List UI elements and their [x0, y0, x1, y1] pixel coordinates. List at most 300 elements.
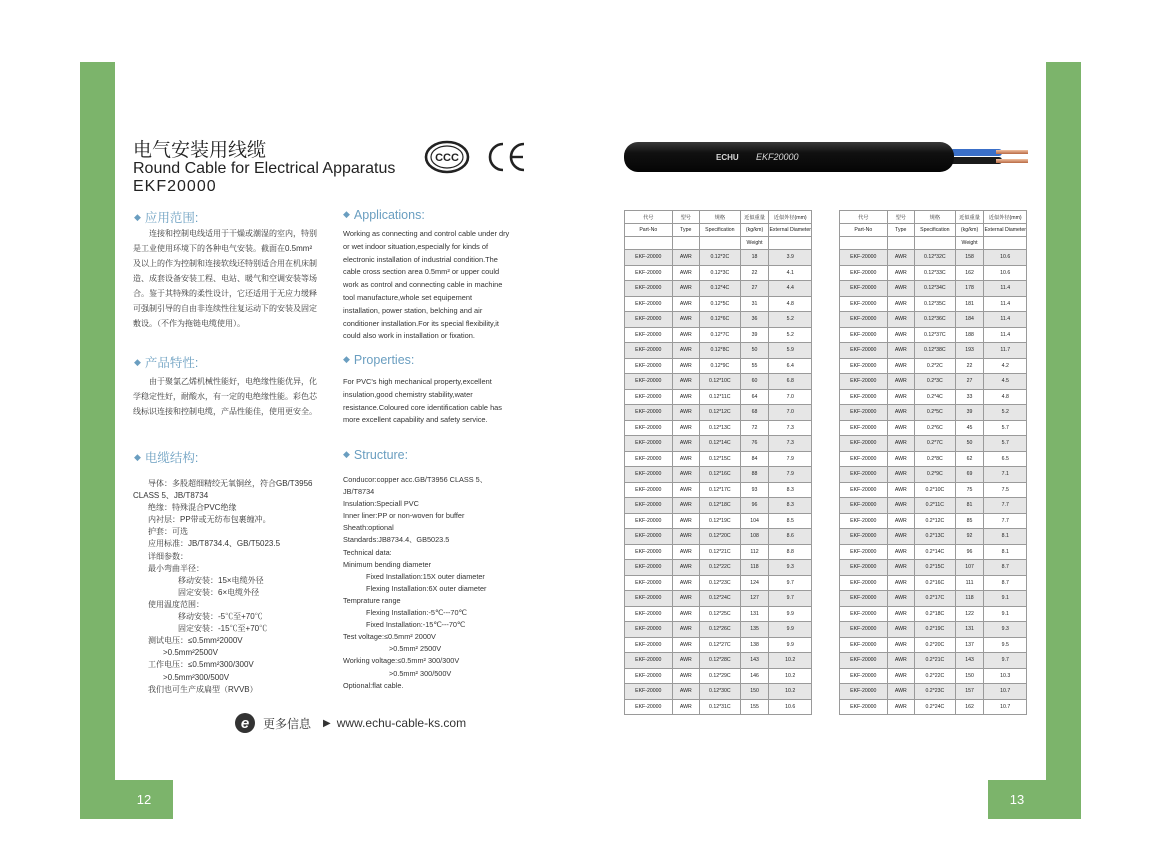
table-cell: 9.7 [984, 653, 1027, 669]
structure-line: >0.5mm²300/500V [163, 672, 230, 682]
table-cell: 0.12*24C [700, 591, 741, 607]
table-row [625, 482, 812, 498]
table-cell: 3.9 [769, 250, 812, 266]
certification-marks [424, 140, 528, 174]
table-cell: AWR [887, 544, 915, 560]
table-header-cell: 规格 [915, 211, 956, 224]
table-cell: 8.6 [769, 529, 812, 545]
table-cell: AWR [887, 312, 915, 328]
table-row [625, 544, 812, 560]
structure-line: Flexing Installation:6X outer diameter [366, 583, 487, 593]
table-cell: EKF-20000 [625, 653, 673, 669]
table-cell: 107 [955, 560, 984, 576]
right-green-bar [1046, 62, 1081, 819]
table-cell: EKF-20000 [625, 513, 673, 529]
table-cell: 0.12*8C [700, 343, 741, 359]
table-header-cell: 型号 [672, 211, 700, 224]
table-cell: 0.12*11C [700, 389, 741, 405]
table-cell: 11.4 [984, 296, 1027, 312]
table-cell: AWR [887, 374, 915, 390]
table-cell: 122 [955, 606, 984, 622]
table-cell: 9.3 [769, 560, 812, 576]
text-line: For PVC's high mechanical property,excellent [343, 377, 492, 386]
structure-line: Inner liner:PP or non-woven for buffer [343, 511, 465, 521]
table-row [840, 684, 1027, 700]
table-cell: AWR [672, 544, 700, 560]
table-cell: EKF-20000 [625, 358, 673, 374]
table-cell: 10.6 [769, 699, 812, 715]
table-cell: EKF-20000 [840, 358, 888, 374]
table-cell: 62 [955, 451, 984, 467]
table-cell: 27 [955, 374, 984, 390]
table-header-row [840, 237, 1027, 250]
table-cell: 0.12*17C [700, 482, 741, 498]
table-cell: 181 [955, 296, 984, 312]
table-cell: 39 [740, 327, 769, 343]
table-cell: AWR [887, 529, 915, 545]
table-cell: 27 [740, 281, 769, 297]
heading-structure-cn: ◆ 电缆结构: [134, 451, 199, 465]
table-cell: EKF-20000 [625, 498, 673, 514]
table-cell: AWR [672, 250, 700, 266]
table-header-cell: 近似重量 [740, 211, 769, 224]
table-cell: AWR [887, 327, 915, 343]
table-cell: 155 [740, 699, 769, 715]
table-cell: 162 [955, 265, 984, 281]
table-cell: 88 [740, 467, 769, 483]
table-cell: 10.3 [984, 668, 1027, 684]
table-cell: EKF-20000 [625, 436, 673, 452]
text-line: Working as connecting and control cable under dry [343, 229, 510, 238]
table-cell: 5.9 [769, 343, 812, 359]
table-cell: 0.12*22C [700, 560, 741, 576]
heading-properties-cn: ◆ 产品特性: [134, 356, 199, 370]
table-cell: 68 [740, 405, 769, 421]
table-cell: 150 [955, 668, 984, 684]
structure-line: Fixed Installation:-15℃---70℃ [366, 620, 466, 630]
table-cell: 50 [740, 343, 769, 359]
table-cell: 118 [955, 591, 984, 607]
table-cell: EKF-20000 [840, 436, 888, 452]
table-cell: 0.2*17C [915, 591, 956, 607]
structure-line: 我们也可生产成扁型（RVVB） [148, 684, 258, 694]
table-row [840, 451, 1027, 467]
table-cell: EKF-20000 [625, 668, 673, 684]
table-cell: EKF-20000 [625, 575, 673, 591]
table-cell: 93 [740, 482, 769, 498]
table-cell: AWR [887, 560, 915, 576]
table-cell: AWR [672, 560, 700, 576]
table-cell: 0.2*7C [915, 436, 956, 452]
table-cell: 9.1 [984, 591, 1027, 607]
structure-cn-text [133, 478, 333, 696]
table-cell: EKF-20000 [840, 606, 888, 622]
table-cell: 0.12*23C [700, 575, 741, 591]
structure-line: 绝缘：特殊混合PVC绝缘 [148, 503, 237, 513]
table-cell: 0.2*12C [915, 513, 956, 529]
text-line: resistance.Coloured core identification cable has [343, 402, 502, 412]
table-cell: EKF-20000 [625, 327, 673, 343]
table-cell: 0.2*4C [915, 389, 956, 405]
table-header-cell: 近似外径(mm) [984, 211, 1027, 224]
table-cell: 10.2 [769, 653, 812, 669]
table-cell: AWR [672, 296, 700, 312]
table-row [625, 498, 812, 514]
table-cell: 0.12*4C [700, 281, 741, 297]
table-row [840, 498, 1027, 514]
table-row [840, 637, 1027, 653]
table-cell: AWR [887, 513, 915, 529]
table-row [625, 250, 812, 266]
table-cell: AWR [887, 637, 915, 653]
table-row [840, 467, 1027, 483]
table-row [625, 622, 812, 638]
table-row [840, 358, 1027, 374]
cable-brand-text: ECHU [716, 153, 739, 162]
structure-line: JB/T8734 [343, 487, 375, 497]
table-row [840, 699, 1027, 715]
table-cell: 8.1 [984, 544, 1027, 560]
table-header-cell [984, 237, 1027, 250]
table-cell: 10.7 [984, 699, 1027, 715]
table-row [625, 436, 812, 452]
table-cell: 178 [955, 281, 984, 297]
table-cell: AWR [887, 699, 915, 715]
table-cell: 81 [955, 498, 984, 514]
table-cell: 33 [955, 389, 984, 405]
table-cell: 60 [740, 374, 769, 390]
table-cell: AWR [672, 622, 700, 638]
table-cell: 158 [955, 250, 984, 266]
table-header-cell: Weight [955, 237, 984, 250]
table-cell: 0.2*24C [915, 699, 956, 715]
table-cell: 9.7 [769, 575, 812, 591]
table-header-cell: 近似重量 [955, 211, 984, 224]
structure-line: 应用标准：JB/T8734.4、GB/T5023.5 [148, 539, 281, 549]
table-row [625, 513, 812, 529]
table-cell: AWR [887, 250, 915, 266]
table-cell: 75 [955, 482, 984, 498]
structure-line: Temprature range [343, 595, 401, 605]
table-cell: 10.6 [984, 265, 1027, 281]
table-cell: 0.2*22C [915, 668, 956, 684]
table-header-cell [672, 237, 700, 250]
table-cell: 0.2*8C [915, 451, 956, 467]
svg-text:CCC: CCC [435, 152, 459, 164]
table-cell: 143 [740, 653, 769, 669]
text-line: 造、成套设备安装工程、电站、暖气和空调安装等场 [133, 274, 317, 283]
table-cell: 64 [740, 389, 769, 405]
table-cell: AWR [887, 389, 915, 405]
table-cell: 0.2*15C [915, 560, 956, 576]
table-cell: EKF-20000 [840, 327, 888, 343]
table-cell: AWR [887, 358, 915, 374]
table-row [625, 312, 812, 328]
table-cell: 5.7 [984, 420, 1027, 436]
table-cell: AWR [672, 591, 700, 607]
table-header-cell: (kg/km) [740, 224, 769, 237]
table-cell: 10.6 [984, 250, 1027, 266]
table-header-cell [700, 237, 741, 250]
table-cell: EKF-20000 [840, 637, 888, 653]
table-cell: EKF-20000 [840, 529, 888, 545]
table-cell: 9.9 [769, 622, 812, 638]
table-cell: 10.7 [984, 684, 1027, 700]
text-line: 合。鉴于其特殊的柔性设计，它还适用于无应力缓释 [133, 289, 317, 298]
table-cell: 8.8 [769, 544, 812, 560]
table-cell: AWR [672, 513, 700, 529]
table-row [840, 653, 1027, 669]
table-cell: EKF-20000 [840, 281, 888, 297]
table-header-cell: Part-No [625, 224, 673, 237]
table-cell: 0.12*14C [700, 436, 741, 452]
table-header-cell: 代号 [625, 211, 673, 224]
table-cell: EKF-20000 [840, 591, 888, 607]
table-cell: 9.9 [769, 637, 812, 653]
structure-line: Working voltage:≤0.5mm² 300/300V [343, 656, 460, 666]
text-line: conditioner installation.For its special flexibility,it [343, 318, 499, 328]
table-header-row [625, 224, 812, 237]
table-cell: EKF-20000 [625, 265, 673, 281]
structure-line: Fixed Installation:15X outer diameter [366, 571, 485, 581]
table-row [625, 591, 812, 607]
structure-line: 移动安装：-5℃至+70℃ [178, 612, 263, 622]
table-cell: 8.3 [769, 498, 812, 514]
table-cell: AWR [672, 467, 700, 483]
table-row [840, 312, 1027, 328]
table-cell: 4.8 [769, 296, 812, 312]
table-header-row [625, 211, 812, 224]
table-cell: EKF-20000 [840, 343, 888, 359]
table-cell: AWR [887, 575, 915, 591]
table-cell: 0.12*12C [700, 405, 741, 421]
table-cell: 9.7 [769, 591, 812, 607]
table-cell: 184 [955, 312, 984, 328]
table-cell: AWR [672, 374, 700, 390]
table-cell: EKF-20000 [840, 482, 888, 498]
table-header-row [840, 211, 1027, 224]
table-cell: EKF-20000 [840, 699, 888, 715]
table-cell: 0.12*37C [915, 327, 956, 343]
table-row [625, 389, 812, 405]
text-line: work as control and connecting cable in machine [343, 280, 503, 290]
text-line: 连接和控制电线适用于干燥或潮湿的室内，特别 [149, 229, 317, 238]
table-cell: 0.12*7C [700, 327, 741, 343]
table-header-row [625, 237, 812, 250]
table-cell: 50 [955, 436, 984, 452]
table-cell: 9.3 [984, 622, 1027, 638]
table-cell: 4.2 [984, 358, 1027, 374]
structure-line: 护套：可选 [148, 527, 188, 537]
table-cell: 6.5 [984, 451, 1027, 467]
table-row [840, 529, 1027, 545]
table-cell: 7.9 [769, 467, 812, 483]
table-cell: EKF-20000 [625, 560, 673, 576]
table-header-cell: Weight [740, 237, 769, 250]
text-line: 敷设。（不作为拖链电缆使用）。 [133, 319, 245, 328]
table-header-cell [887, 237, 915, 250]
table-cell: 0.12*25C [700, 606, 741, 622]
table-cell: AWR [672, 699, 700, 715]
table-cell: AWR [672, 668, 700, 684]
table-cell: 0.12*21C [700, 544, 741, 560]
table-cell: 5.2 [769, 327, 812, 343]
table-cell: EKF-20000 [625, 467, 673, 483]
table-row [625, 606, 812, 622]
table-cell: 0.12*30C [700, 684, 741, 700]
table-cell: EKF-20000 [840, 312, 888, 328]
table-header-cell: External Diameter [984, 224, 1027, 237]
table-cell: 0.12*31C [700, 699, 741, 715]
table-cell: AWR [887, 684, 915, 700]
structure-line: 最小弯曲半径： [148, 563, 204, 573]
table-row [625, 281, 812, 297]
table-cell: EKF-20000 [840, 622, 888, 638]
table-cell: 146 [740, 668, 769, 684]
application-en-text [343, 228, 533, 343]
table-row [625, 451, 812, 467]
table-cell: 22 [740, 265, 769, 281]
table-row [840, 405, 1027, 421]
table-header-cell: Type [887, 224, 915, 237]
table-cell: EKF-20000 [840, 668, 888, 684]
table-cell: 104 [740, 513, 769, 529]
table-cell: 0.2*11C [915, 498, 956, 514]
text-line: insulation,good chemistry stability,water [343, 389, 473, 399]
text-line: could also work in installation or fixation. [343, 331, 475, 341]
table-row [840, 560, 1027, 576]
structure-line: 固定安装：6×电缆外径 [178, 587, 260, 597]
table-row [840, 436, 1027, 452]
table-cell: EKF-20000 [625, 250, 673, 266]
table-cell: AWR [672, 405, 700, 421]
table-cell: EKF-20000 [625, 451, 673, 467]
text-line: 线标识连接和控制电缆，产品性能佳，使用更安全。 [133, 407, 317, 416]
table-cell: AWR [887, 606, 915, 622]
table-row [625, 467, 812, 483]
footer-more-info [233, 712, 466, 734]
table-cell: 0.12*26C [700, 622, 741, 638]
structure-line: Insulation:Speciall PVC [343, 499, 419, 509]
website-link[interactable]: www.echu-cable-ks.com [336, 716, 467, 730]
table-cell: 96 [955, 544, 984, 560]
table-cell: AWR [672, 529, 700, 545]
structure-line: 内衬层：PP带或无纺布包裹缠冲。 [148, 515, 271, 525]
title-en: Round Cable for Electrical Apparatus [133, 160, 396, 177]
table-row [840, 327, 1027, 343]
table-cell: EKF-20000 [840, 467, 888, 483]
table-row [840, 513, 1027, 529]
table-row [840, 265, 1027, 281]
table-cell: 0.12*32C [915, 250, 956, 266]
text-line: installation, power station, belching and air [343, 305, 483, 315]
table-cell: EKF-20000 [625, 389, 673, 405]
table-cell: 0.12*18C [700, 498, 741, 514]
table-cell: 0.2*20C [915, 637, 956, 653]
table-cell: EKF-20000 [840, 389, 888, 405]
table-cell: 8.1 [984, 529, 1027, 545]
table-row [840, 420, 1027, 436]
table-cell: EKF-20000 [625, 281, 673, 297]
table-cell: 0.2*3C [915, 374, 956, 390]
table-cell: AWR [672, 265, 700, 281]
table-cell: 0.12*38C [915, 343, 956, 359]
table-row [840, 482, 1027, 498]
table-cell: 127 [740, 591, 769, 607]
table-cell: 0.12*19C [700, 513, 741, 529]
table-cell: EKF-20000 [625, 684, 673, 700]
table-cell: 0.2*18C [915, 606, 956, 622]
table-cell: 0.2*2C [915, 358, 956, 374]
table-cell: EKF-20000 [840, 405, 888, 421]
table-cell: AWR [672, 498, 700, 514]
table-header-cell [769, 237, 812, 250]
table-cell: 7.7 [984, 498, 1027, 514]
table-cell: 150 [740, 684, 769, 700]
table-cell: AWR [672, 684, 700, 700]
table-cell: 22 [955, 358, 984, 374]
structure-line: 使用温度范围： [148, 599, 204, 609]
text-line: 可强制引导的自由非连续性往复运动下的安装及固定 [133, 304, 317, 313]
table-cell: EKF-20000 [625, 420, 673, 436]
table-cell: 7.7 [984, 513, 1027, 529]
left-green-bar [80, 62, 115, 819]
table-cell: 7.9 [769, 451, 812, 467]
table-cell: EKF-20000 [625, 591, 673, 607]
table-cell: AWR [887, 467, 915, 483]
table-cell: 162 [955, 699, 984, 715]
table-row [840, 374, 1027, 390]
table-header-cell [625, 237, 673, 250]
table-row [625, 637, 812, 653]
table-header-cell: 代号 [840, 211, 888, 224]
table-cell: EKF-20000 [840, 374, 888, 390]
text-line: tool manufacture,whole set equipement [343, 292, 473, 302]
table-cell: 0.12*34C [915, 281, 956, 297]
table-cell: 7.0 [769, 389, 812, 405]
structure-line: 工作电压：≤0.5mm²300/300V [148, 660, 254, 670]
structure-line: Flexing Installation:-5℃---70℃ [366, 608, 467, 618]
table-header-cell: Part-No [840, 224, 888, 237]
table-cell: 4.8 [984, 389, 1027, 405]
table-cell: 11.4 [984, 327, 1027, 343]
table-cell: AWR [672, 327, 700, 343]
structure-line: >0.5mm² 2500V [389, 644, 442, 654]
table-cell: 8.7 [984, 560, 1027, 576]
table-cell: EKF-20000 [625, 405, 673, 421]
table-cell: 8.5 [769, 513, 812, 529]
table-cell: 72 [740, 420, 769, 436]
structure-line: 移动安装：15×电缆外径 [178, 575, 264, 585]
properties-cn-text [133, 374, 333, 419]
table-cell: 69 [955, 467, 984, 483]
table-cell: AWR [887, 653, 915, 669]
text-line: cable cross section area 0.5mm² or upper could [343, 267, 500, 277]
table-header-cell [915, 237, 956, 250]
table-row [625, 265, 812, 281]
table-row [840, 389, 1027, 405]
table-cell: 0.2*23C [915, 684, 956, 700]
heading-structure-en: ◆ Structure: [343, 448, 409, 462]
page-number-right [988, 780, 1046, 819]
table-row [625, 684, 812, 700]
table-cell: 5.2 [984, 405, 1027, 421]
table-cell: AWR [672, 343, 700, 359]
table-cell: 39 [955, 405, 984, 421]
table-cell: EKF-20000 [840, 498, 888, 514]
table-cell: 11.7 [984, 343, 1027, 359]
table-cell: 0.12*5C [700, 296, 741, 312]
